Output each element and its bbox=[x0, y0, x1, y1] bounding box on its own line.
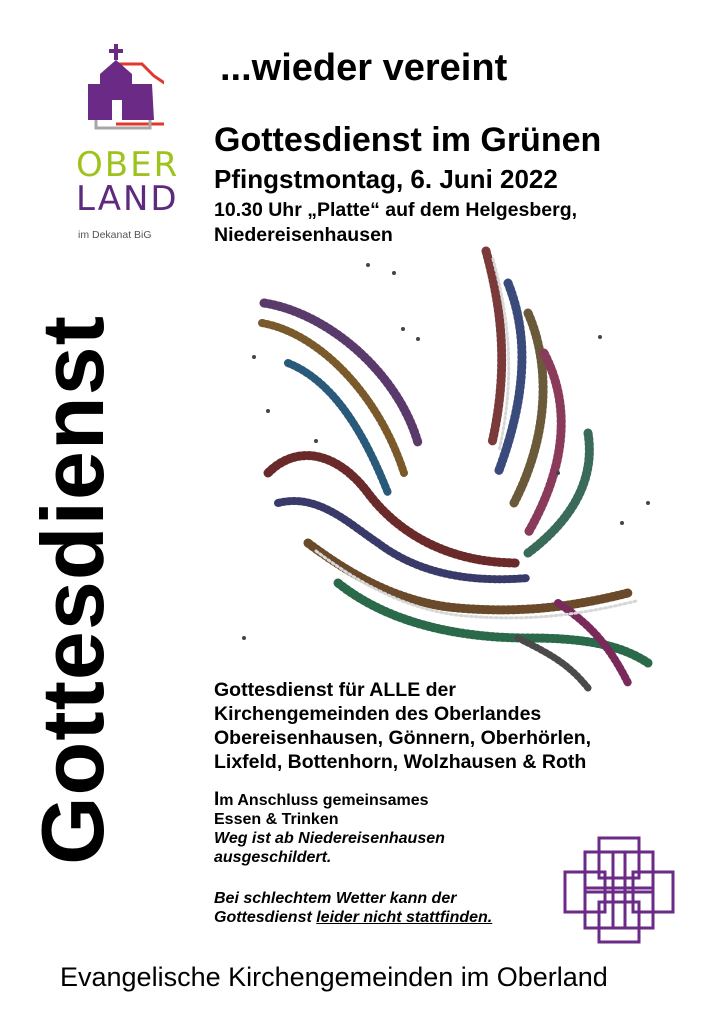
weather-underlined: leider nicht stattfinden. bbox=[316, 909, 493, 926]
info-line3: Obereisenhausen, Gönnern, Oberhörlen, bbox=[214, 727, 592, 749]
dove-of-people-icon bbox=[228, 243, 668, 693]
after-service-line4: ausgeschildert. bbox=[214, 849, 332, 866]
event-date: Pfingstmontag, 6. Juni 2022 bbox=[214, 164, 558, 194]
weather-line2: Gottesdienst leider nicht stattfinden. bbox=[214, 909, 493, 926]
footer-text: Evangelische Kirchengemeinden im Oberland bbox=[60, 962, 608, 992]
headline: ...wieder vereint bbox=[220, 47, 508, 89]
vertical-title-text: Gottesdienst bbox=[23, 315, 122, 865]
ekd-cross-icon bbox=[563, 836, 675, 946]
event-title: Gottesdienst im Grünen bbox=[214, 121, 602, 159]
after-service-initial: I bbox=[214, 789, 220, 810]
info-line1: Gottesdienst für ALLE der bbox=[214, 679, 456, 701]
event-location bbox=[214, 198, 577, 248]
oberland-logo bbox=[72, 44, 180, 250]
logo-subtitle: im Dekanat BiG bbox=[78, 229, 152, 241]
info-line4: Lixfeld, Bottenhorn, Wolzhausen & Roth bbox=[214, 751, 587, 773]
weather-line1: Bei schlechtem Wetter kann der bbox=[214, 890, 457, 907]
info-line2: Kirchengemeinden des Oberlandes bbox=[214, 703, 542, 725]
after-service-line1 bbox=[214, 790, 445, 810]
event-location-line1: 10.30 Uhr „Platte“ auf dem Helgesberg, bbox=[214, 199, 578, 221]
vertical-title bbox=[8, 280, 138, 900]
logo-text-ober: OBER bbox=[76, 145, 180, 185]
logo-text-land: LAND bbox=[76, 179, 179, 219]
weather-note bbox=[214, 889, 492, 927]
after-service-line1-rest: m Anschluss gemeinsames bbox=[219, 792, 429, 809]
after-service-line2: Essen & Trinken bbox=[214, 811, 339, 828]
info-block bbox=[214, 678, 591, 774]
after-service-block bbox=[214, 790, 445, 867]
after-service-line3: Weg ist ab Niedereisenhausen bbox=[214, 830, 445, 847]
event-location-line2: Niedereisenhausen bbox=[214, 224, 393, 246]
church-icon bbox=[78, 44, 164, 136]
